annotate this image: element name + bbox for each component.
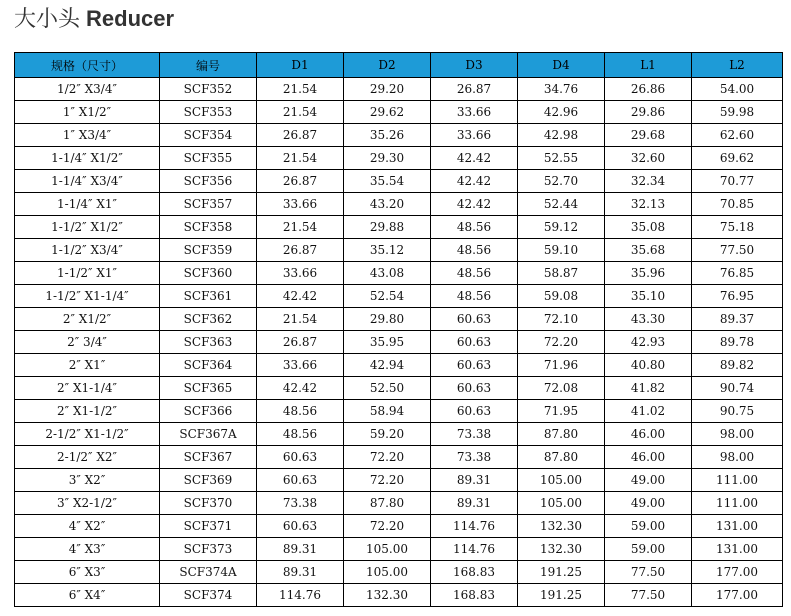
- cell-code: SCF365: [160, 377, 257, 400]
- table-row: [15, 308, 783, 331]
- reducer-spec-table: [14, 52, 783, 607]
- cell-d2: 72.20: [344, 515, 431, 538]
- cell-d3: 168.83: [431, 561, 518, 584]
- cell-d2: 72.20: [344, 446, 431, 469]
- cell-d4: 87.80: [518, 423, 605, 446]
- cell-l1: 35.96: [605, 262, 692, 285]
- cell-d2: 35.12: [344, 239, 431, 262]
- cell-code: SCF364: [160, 354, 257, 377]
- cell-code: SCF367A: [160, 423, 257, 446]
- cell-code: SCF358: [160, 216, 257, 239]
- cell-size: 4″ X2″: [15, 515, 160, 538]
- cell-code: SCF362: [160, 308, 257, 331]
- header-d4: D4: [518, 53, 605, 78]
- cell-d1: 26.87: [257, 124, 344, 147]
- header-code: 编号: [160, 53, 257, 78]
- cell-l2: 177.00: [692, 561, 783, 584]
- cell-d2: 52.54: [344, 285, 431, 308]
- cell-size: 1-1/2″ X3/4″: [15, 239, 160, 262]
- table-row: [15, 584, 783, 607]
- table-row: [15, 101, 783, 124]
- table-row: [15, 147, 783, 170]
- cell-size: 1″ X3/4″: [15, 124, 160, 147]
- cell-d3: 33.66: [431, 124, 518, 147]
- table-body: [15, 78, 783, 607]
- cell-l1: 77.50: [605, 561, 692, 584]
- cell-d1: 21.54: [257, 101, 344, 124]
- cell-d1: 42.42: [257, 377, 344, 400]
- cell-l2: 59.98: [692, 101, 783, 124]
- cell-l2: 89.37: [692, 308, 783, 331]
- header-d3: D3: [431, 53, 518, 78]
- cell-code: SCF367: [160, 446, 257, 469]
- table-row: [15, 78, 783, 101]
- table-row: [15, 561, 783, 584]
- cell-d1: 21.54: [257, 216, 344, 239]
- cell-d3: 60.63: [431, 331, 518, 354]
- cell-l2: 98.00: [692, 423, 783, 446]
- cell-l2: 89.78: [692, 331, 783, 354]
- cell-l2: 54.00: [692, 78, 783, 101]
- table-row: [15, 377, 783, 400]
- cell-code: SCF356: [160, 170, 257, 193]
- cell-size: 6″ X3″: [15, 561, 160, 584]
- cell-l2: 62.60: [692, 124, 783, 147]
- cell-d2: 105.00: [344, 561, 431, 584]
- cell-d1: 48.56: [257, 400, 344, 423]
- cell-code: SCF373: [160, 538, 257, 561]
- page-title-cn: 大小头: [14, 7, 81, 32]
- cell-d4: 34.76: [518, 78, 605, 101]
- cell-l1: 29.86: [605, 101, 692, 124]
- cell-d2: 105.00: [344, 538, 431, 561]
- cell-d1: 21.54: [257, 308, 344, 331]
- table-row: [15, 469, 783, 492]
- cell-d1: 26.87: [257, 331, 344, 354]
- cell-code: SCF360: [160, 262, 257, 285]
- cell-d3: 73.38: [431, 446, 518, 469]
- cell-d4: 59.10: [518, 239, 605, 262]
- cell-d3: 73.38: [431, 423, 518, 446]
- cell-d2: 42.94: [344, 354, 431, 377]
- cell-d2: 59.20: [344, 423, 431, 446]
- cell-d3: 60.63: [431, 377, 518, 400]
- cell-d2: 72.20: [344, 469, 431, 492]
- cell-d2: 43.08: [344, 262, 431, 285]
- cell-size: 3″ X2″: [15, 469, 160, 492]
- cell-l2: 70.85: [692, 193, 783, 216]
- cell-d3: 48.56: [431, 262, 518, 285]
- cell-l1: 41.02: [605, 400, 692, 423]
- cell-code: SCF370: [160, 492, 257, 515]
- cell-l1: 32.13: [605, 193, 692, 216]
- cell-d3: 114.76: [431, 538, 518, 561]
- page-title: [14, 4, 174, 34]
- cell-l2: 90.74: [692, 377, 783, 400]
- cell-code: SCF361: [160, 285, 257, 308]
- cell-d2: 29.80: [344, 308, 431, 331]
- cell-code: SCF353: [160, 101, 257, 124]
- cell-d2: 29.88: [344, 216, 431, 239]
- cell-d1: 26.87: [257, 239, 344, 262]
- cell-d4: 72.10: [518, 308, 605, 331]
- table-row: [15, 124, 783, 147]
- header-size: 规格（尺寸）: [15, 53, 160, 78]
- cell-d4: 191.25: [518, 584, 605, 607]
- cell-l2: 76.95: [692, 285, 783, 308]
- cell-d4: 52.70: [518, 170, 605, 193]
- table-row: [15, 400, 783, 423]
- cell-d4: 71.95: [518, 400, 605, 423]
- cell-d4: 72.20: [518, 331, 605, 354]
- cell-d1: 60.63: [257, 469, 344, 492]
- cell-d3: 168.83: [431, 584, 518, 607]
- table-row: [15, 492, 783, 515]
- cell-d4: 132.30: [518, 538, 605, 561]
- cell-code: SCF374: [160, 584, 257, 607]
- cell-size: 2″ X1-1/4″: [15, 377, 160, 400]
- cell-size: 2-1/2″ X2″: [15, 446, 160, 469]
- cell-d2: 35.95: [344, 331, 431, 354]
- cell-d4: 59.08: [518, 285, 605, 308]
- cell-d2: 29.62: [344, 101, 431, 124]
- cell-d1: 48.56: [257, 423, 344, 446]
- cell-d2: 87.80: [344, 492, 431, 515]
- cell-code: SCF363: [160, 331, 257, 354]
- cell-d3: 42.42: [431, 193, 518, 216]
- cell-code: SCF371: [160, 515, 257, 538]
- cell-d4: 42.98: [518, 124, 605, 147]
- cell-d1: 33.66: [257, 262, 344, 285]
- cell-d1: 73.38: [257, 492, 344, 515]
- cell-d2: 29.20: [344, 78, 431, 101]
- table-row: [15, 170, 783, 193]
- cell-l1: 59.00: [605, 538, 692, 561]
- cell-d3: 48.56: [431, 216, 518, 239]
- cell-d3: 26.87: [431, 78, 518, 101]
- header-l2: L2: [692, 53, 783, 78]
- cell-d2: 35.26: [344, 124, 431, 147]
- cell-d2: 43.20: [344, 193, 431, 216]
- table-row: [15, 193, 783, 216]
- cell-l2: 76.85: [692, 262, 783, 285]
- cell-size: 2″ X1″: [15, 354, 160, 377]
- cell-code: SCF374A: [160, 561, 257, 584]
- cell-d4: 87.80: [518, 446, 605, 469]
- cell-code: SCF355: [160, 147, 257, 170]
- header-d2: D2: [344, 53, 431, 78]
- cell-code: SCF354: [160, 124, 257, 147]
- cell-l2: 98.00: [692, 446, 783, 469]
- cell-code: SCF359: [160, 239, 257, 262]
- cell-d2: 35.54: [344, 170, 431, 193]
- table-row: [15, 331, 783, 354]
- table-row: [15, 423, 783, 446]
- cell-size: 1-1/4″ X1″: [15, 193, 160, 216]
- cell-d4: 71.96: [518, 354, 605, 377]
- cell-l2: 90.75: [692, 400, 783, 423]
- cell-size: 4″ X3″: [15, 538, 160, 561]
- cell-d4: 52.44: [518, 193, 605, 216]
- cell-d3: 60.63: [431, 400, 518, 423]
- cell-size: 1-1/2″ X1/2″: [15, 216, 160, 239]
- table-row: [15, 354, 783, 377]
- cell-d1: 60.63: [257, 515, 344, 538]
- table-row: [15, 515, 783, 538]
- cell-d3: 60.63: [431, 354, 518, 377]
- cell-d3: 60.63: [431, 308, 518, 331]
- cell-d4: 52.55: [518, 147, 605, 170]
- cell-size: 1/2″ X3/4″: [15, 78, 160, 101]
- cell-l1: 35.10: [605, 285, 692, 308]
- cell-l1: 49.00: [605, 469, 692, 492]
- cell-l1: 41.82: [605, 377, 692, 400]
- cell-l2: 69.62: [692, 147, 783, 170]
- table-row: [15, 262, 783, 285]
- cell-l1: 77.50: [605, 584, 692, 607]
- cell-l1: 35.08: [605, 216, 692, 239]
- cell-d2: 29.30: [344, 147, 431, 170]
- cell-d1: 33.66: [257, 193, 344, 216]
- cell-d3: 89.31: [431, 469, 518, 492]
- cell-code: SCF357: [160, 193, 257, 216]
- cell-l1: 42.93: [605, 331, 692, 354]
- cell-l1: 35.68: [605, 239, 692, 262]
- cell-d2: 132.30: [344, 584, 431, 607]
- cell-d4: 105.00: [518, 469, 605, 492]
- table-row: [15, 285, 783, 308]
- cell-d3: 48.56: [431, 285, 518, 308]
- cell-l2: 75.18: [692, 216, 783, 239]
- table-header: [15, 53, 783, 78]
- cell-size: 1-1/2″ X1″: [15, 262, 160, 285]
- cell-d2: 58.94: [344, 400, 431, 423]
- cell-size: 2″ 3/4″: [15, 331, 160, 354]
- cell-l1: 43.30: [605, 308, 692, 331]
- cell-d1: 21.54: [257, 78, 344, 101]
- cell-l1: 46.00: [605, 423, 692, 446]
- cell-d3: 42.42: [431, 170, 518, 193]
- cell-d1: 33.66: [257, 354, 344, 377]
- cell-d4: 132.30: [518, 515, 605, 538]
- cell-d4: 191.25: [518, 561, 605, 584]
- cell-l1: 26.86: [605, 78, 692, 101]
- cell-d3: 89.31: [431, 492, 518, 515]
- cell-l1: 32.60: [605, 147, 692, 170]
- table-row: [15, 446, 783, 469]
- cell-d4: 42.96: [518, 101, 605, 124]
- cell-l2: 77.50: [692, 239, 783, 262]
- cell-d1: 114.76: [257, 584, 344, 607]
- cell-d3: 114.76: [431, 515, 518, 538]
- cell-d1: 21.54: [257, 147, 344, 170]
- cell-d4: 105.00: [518, 492, 605, 515]
- cell-d4: 58.87: [518, 262, 605, 285]
- cell-size: 2-1/2″ X1-1/2″: [15, 423, 160, 446]
- page-title-en: Reducer: [86, 6, 175, 31]
- cell-l2: 131.00: [692, 538, 783, 561]
- header-row: [15, 53, 783, 78]
- cell-code: SCF352: [160, 78, 257, 101]
- cell-d4: 72.08: [518, 377, 605, 400]
- cell-l2: 111.00: [692, 492, 783, 515]
- cell-d3: 42.42: [431, 147, 518, 170]
- header-d1: D1: [257, 53, 344, 78]
- cell-l1: 49.00: [605, 492, 692, 515]
- cell-d2: 52.50: [344, 377, 431, 400]
- cell-d1: 60.63: [257, 446, 344, 469]
- cell-code: SCF366: [160, 400, 257, 423]
- table-row: [15, 239, 783, 262]
- cell-d4: 59.12: [518, 216, 605, 239]
- cell-d1: 89.31: [257, 561, 344, 584]
- cell-l1: 46.00: [605, 446, 692, 469]
- table-row: [15, 216, 783, 239]
- cell-l2: 89.82: [692, 354, 783, 377]
- cell-size: 6″ X4″: [15, 584, 160, 607]
- cell-size: 1-1/2″ X1-1/4″: [15, 285, 160, 308]
- cell-size: 2″ X1-1/2″: [15, 400, 160, 423]
- cell-l2: 111.00: [692, 469, 783, 492]
- cell-d1: 42.42: [257, 285, 344, 308]
- table-row: [15, 538, 783, 561]
- cell-l2: 177.00: [692, 584, 783, 607]
- cell-d3: 33.66: [431, 101, 518, 124]
- cell-code: SCF369: [160, 469, 257, 492]
- cell-d1: 89.31: [257, 538, 344, 561]
- cell-size: 1″ X1/2″: [15, 101, 160, 124]
- cell-size: 1-1/4″ X1/2″: [15, 147, 160, 170]
- cell-size: 1-1/4″ X3/4″: [15, 170, 160, 193]
- cell-l1: 29.68: [605, 124, 692, 147]
- cell-l1: 32.34: [605, 170, 692, 193]
- cell-d3: 48.56: [431, 239, 518, 262]
- header-l1: L1: [605, 53, 692, 78]
- cell-l1: 40.80: [605, 354, 692, 377]
- cell-l2: 131.00: [692, 515, 783, 538]
- cell-l2: 70.77: [692, 170, 783, 193]
- cell-d1: 26.87: [257, 170, 344, 193]
- cell-l1: 59.00: [605, 515, 692, 538]
- cell-size: 2″ X1/2″: [15, 308, 160, 331]
- cell-size: 3″ X2-1/2″: [15, 492, 160, 515]
